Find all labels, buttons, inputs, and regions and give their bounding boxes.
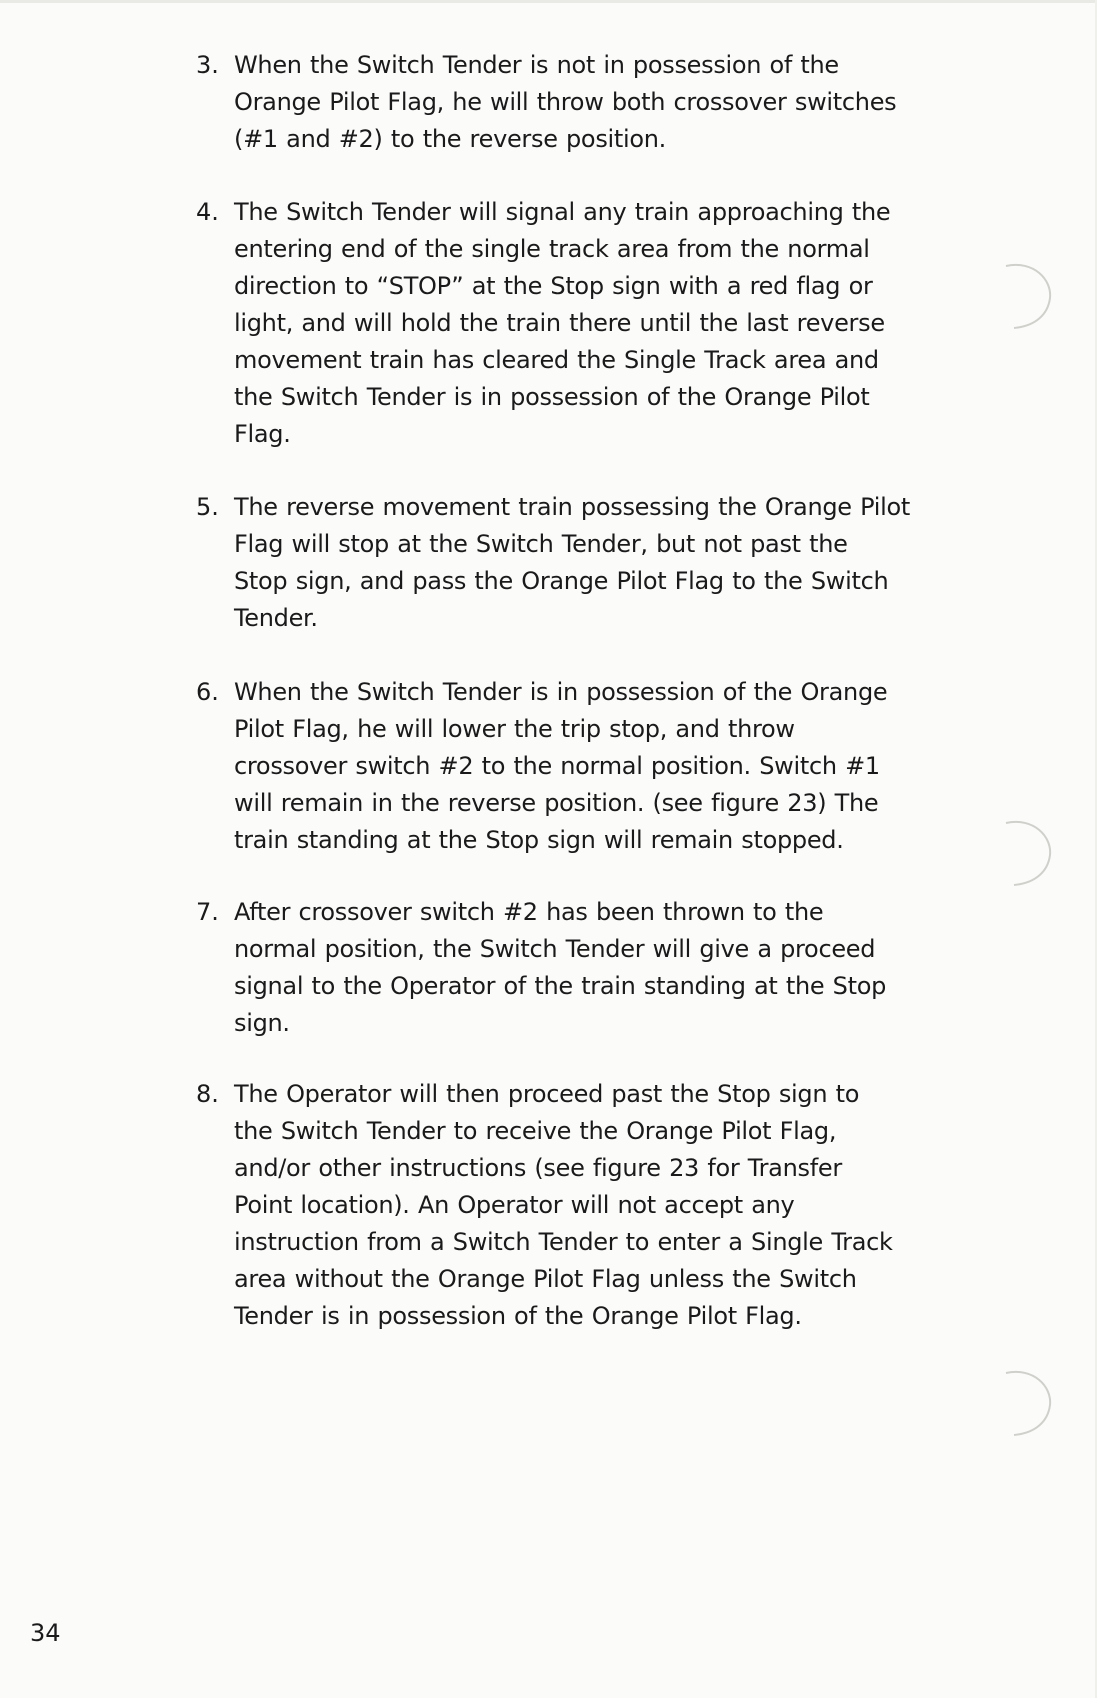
step-number: 8. bbox=[196, 1080, 219, 1108]
step-number: 5. bbox=[196, 493, 219, 521]
page-top-edge bbox=[0, 0, 1097, 3]
step-text bbox=[234, 674, 954, 859]
step-line: The reverse movement train possessing the Orange Pilot bbox=[234, 493, 910, 521]
step-line: When the Switch Tender is in possession of the Orange bbox=[234, 678, 888, 706]
page-number: 34 bbox=[30, 1619, 61, 1647]
step-line: train standing at the Stop sign will remain stopped. bbox=[234, 826, 844, 854]
binder-hole-icon bbox=[1000, 813, 1056, 893]
step-line: After crossover switch #2 has been thrown to the bbox=[234, 898, 824, 926]
step-line: normal position, the Switch Tender will give a proceed bbox=[234, 935, 876, 963]
step-text bbox=[234, 1076, 954, 1335]
step-line: When the Switch Tender is not in possession of the bbox=[234, 51, 839, 79]
step-line: Orange Pilot Flag, he will throw both crossover switches bbox=[234, 88, 897, 116]
step-text bbox=[234, 894, 954, 1042]
step-line: (#1 and #2) to the reverse position. bbox=[234, 125, 666, 153]
step-line: entering end of the single track area from the normal bbox=[234, 235, 870, 263]
step-line: area without the Orange Pilot Flag unless the Switch bbox=[234, 1265, 857, 1293]
step-number: 3. bbox=[196, 51, 219, 79]
step-line: Stop sign, and pass the Orange Pilot Flag to the Switch bbox=[234, 567, 889, 595]
step-line: sign. bbox=[234, 1009, 290, 1037]
step-line: the Switch Tender to receive the Orange Pilot Flag, bbox=[234, 1117, 837, 1145]
step-line: movement train has cleared the Single Track area and bbox=[234, 346, 879, 374]
binder-hole-icon bbox=[1000, 1363, 1056, 1443]
step-text bbox=[234, 194, 954, 453]
step-line: Pilot Flag, he will lower the trip stop, and throw bbox=[234, 715, 795, 743]
step-line: Flag. bbox=[234, 420, 291, 448]
step-number: 7. bbox=[196, 898, 219, 926]
step-number: 6. bbox=[196, 678, 219, 706]
step-line: Tender is in possession of the Orange Pilot Flag. bbox=[234, 1302, 802, 1330]
binder-hole-icon bbox=[1000, 256, 1056, 336]
step-line: the Switch Tender is in possession of the Orange Pilot bbox=[234, 383, 870, 411]
step-line: Flag will stop at the Switch Tender, but not past the bbox=[234, 530, 848, 558]
step-line: will remain in the reverse position. (see figure 23) The bbox=[234, 789, 879, 817]
step-line: light, and will hold the train there until the last reverse bbox=[234, 309, 885, 337]
step-line: direction to “STOP” at the Stop sign with a red flag or bbox=[234, 272, 873, 300]
step-line: instruction from a Switch Tender to enter a Single Track bbox=[234, 1228, 893, 1256]
step-line: crossover switch #2 to the normal position. Switch #1 bbox=[234, 752, 880, 780]
step-line: The Operator will then proceed past the Stop sign to bbox=[234, 1080, 860, 1108]
step-line: Point location). An Operator will not accept any bbox=[234, 1191, 795, 1219]
step-number: 4. bbox=[196, 198, 219, 226]
step-line: signal to the Operator of the train standing at the Stop bbox=[234, 972, 887, 1000]
step-text bbox=[234, 47, 954, 158]
step-line: and/or other instructions (see figure 23 for Transfer bbox=[234, 1154, 842, 1182]
step-line: The Switch Tender will signal any train approaching the bbox=[234, 198, 891, 226]
step-text bbox=[234, 489, 954, 637]
step-line: Tender. bbox=[234, 604, 318, 632]
